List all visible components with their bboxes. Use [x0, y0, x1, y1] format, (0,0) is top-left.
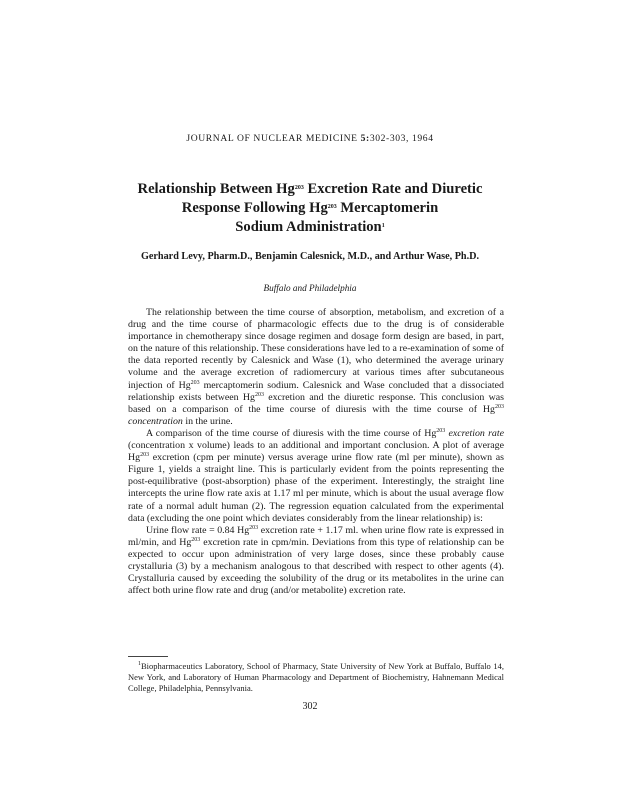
page-number: 302 — [302, 701, 318, 712]
footnote-marker: 1 — [381, 223, 385, 229]
article-title — [100, 180, 520, 237]
paragraph-1: The relationship between the time course of absorption, metabolism, and excretion of a drug and the time course of pharmacologic effects due to the drug is of considerable importance in chemotherapy since dosage regimen and dosage form design are based, in part, on the nature of this relationship. These considerations have led to a re-examination of some of the data reported recently by Calesnick and Wase (1), who determined the average urinary volume and the average excretion of radiomercury at various times after subcutaneous injection of Hg$^{203}$ mercaptomerin sodium. Calesnick and Wase concluded that a dissociated relationship exists between Hg$^{203}$ excretion and the diuretic response. This conclusion was based on a comparison of the time course of diuresis with the time course of Hg$^{203}$ concentration in the urine. — [128, 307, 504, 427]
affiliation: Buffalo and Philadelphia — [263, 283, 357, 293]
footnote — [128, 661, 504, 695]
journal-volume: 5: — [360, 133, 370, 144]
article-body — [128, 307, 504, 597]
running-header — [0, 133, 620, 144]
footnote-text: Biopharmaceutics Laboratory, School of Pharmacy, State University of New York at Buffalo, Buffalo 14, New York, and Laboratory of Human Pharmacology and Department of Biochemistry, Hahnemann Medical College, Philadelphia, Pennsylvania. — [128, 661, 504, 694]
journal-pages: 302-303, 1964 — [369, 133, 434, 144]
title-line-3: Sodium Administration$^1$ — [235, 219, 385, 235]
paragraph-2: A comparison of the time course of diuresis with the time course of Hg$^{203}$ excretion rate (concentration x volume) leads to an additional and important conclusion. A plot of average Hg$^{203}$ excretion (cpm per minute) versus average urine flow rate (ml per minute), shown as Figure 1, yields a straight line. This is particularly evident from the points representing the post-equilibrative (post-absorption) phase of the experiment. Interestingly, the straight line intercepts the urine flow rate axis at 1.17 ml per minute, which is about the usual average flow rate of a normal adult human (2). The regression equation calculated from the experimental data (excluding the one point which deviates considerably from the linear relationship) is: — [128, 427, 504, 524]
paragraph-3: Urine flow rate = 0.84 Hg$^{203}$ excretion rate + 1.17 ml. when urine flow rate is expressed in ml/min, and Hg$^{203}$ excretion rate in cpm/min. Deviations from this type of relationship can be expected to occur upon administration of very large doses, since these probably cause crystalluria (3) by a mechanism analogous to that described with respect to other agents (4). Crystalluria caused by exceeding the solubility of the drug or its metabolites in the urine can affect both urine flow rate and drug (and/or metabolite) excretion rate. — [128, 524, 504, 597]
footnote-divider — [128, 656, 168, 657]
title-line-1: Relationship Between Hg$^{203}$ Excretion Rate and Diuretic — [137, 181, 483, 197]
footnote-number: 1 — [138, 661, 141, 667]
author-list: Gerhard Levy, Pharm.D., Benjamin Calesnick, M.D., and Arthur Wase, Ph.D. — [140, 251, 480, 262]
journal-name: JOURNAL OF NUCLEAR MEDICINE — [186, 133, 358, 144]
title-line-2: Response Following Hg$^{203}$ Mercaptomerin — [181, 200, 439, 216]
